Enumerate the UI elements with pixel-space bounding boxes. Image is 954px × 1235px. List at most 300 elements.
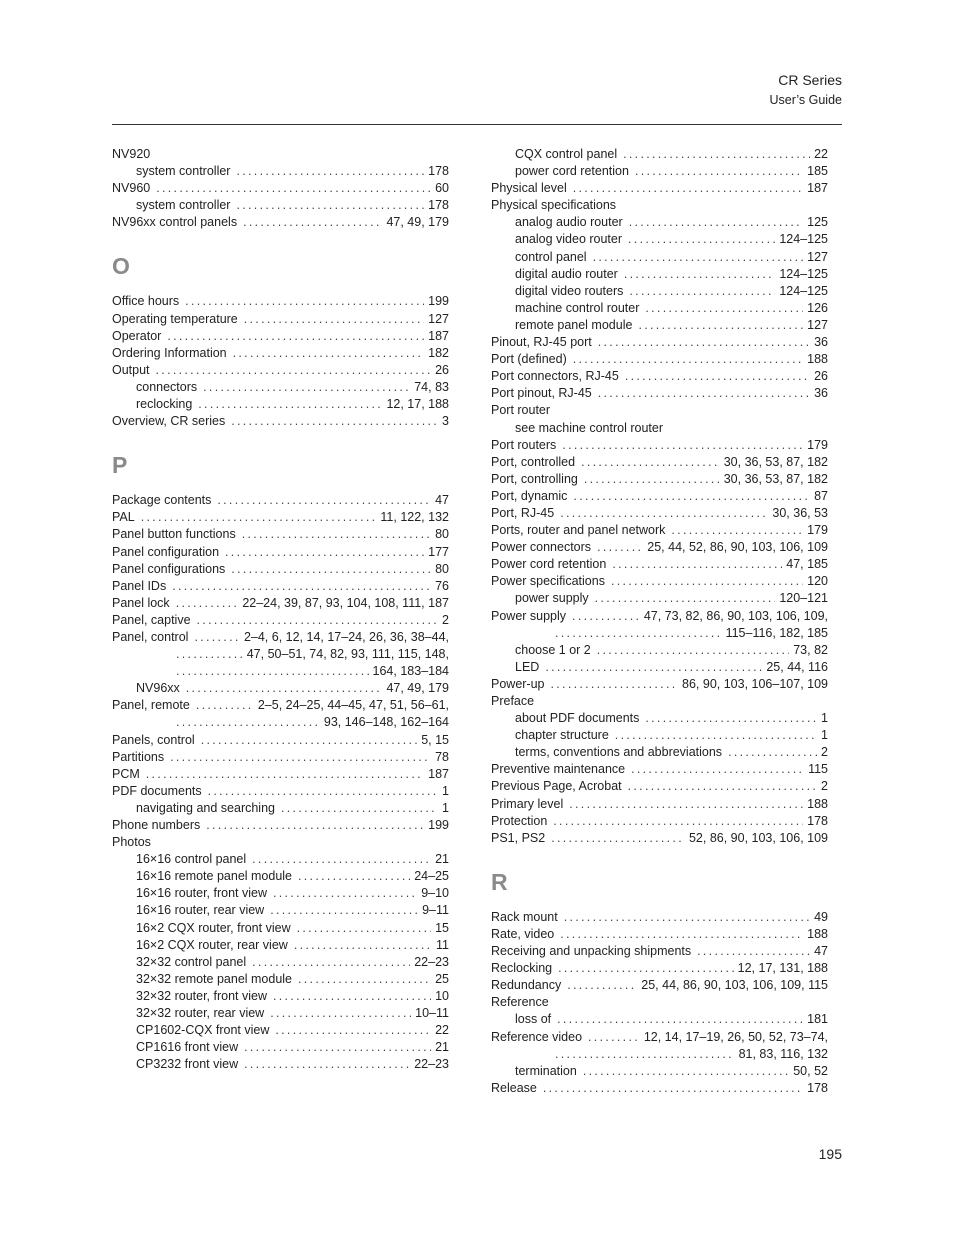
entry-term: Overview, CR series	[112, 414, 226, 429]
page-references: 12, 14, 17–19, 26, 50, 52, 73–74,	[643, 1029, 828, 1044]
index-entry	[112, 293, 449, 310]
dot-leader	[197, 612, 439, 629]
entry-term: connectors	[136, 379, 198, 394]
index-entry	[491, 830, 828, 847]
dot-leader	[697, 943, 810, 960]
entry-term: Port, controlling	[491, 471, 578, 486]
entry-term: Power specifications	[491, 574, 605, 589]
dot-leader	[645, 710, 817, 727]
entry-term: 16×16 router, front view	[136, 886, 267, 901]
dot-leader	[555, 1046, 735, 1063]
index-subentry	[112, 1039, 449, 1056]
page-references: 81, 83, 116, 132	[738, 1046, 828, 1061]
entry-term: Panel, captive	[112, 612, 191, 627]
page-references: 22	[435, 1023, 449, 1038]
dot-leader	[567, 977, 637, 994]
entry-term: Primary level	[491, 796, 564, 811]
page-references: 127	[807, 317, 828, 332]
index-entry	[112, 697, 449, 714]
dot-leader	[623, 146, 810, 163]
dot-leader	[275, 1022, 431, 1039]
dot-leader	[573, 351, 803, 368]
index-term: Preface	[491, 694, 535, 708]
dot-leader	[196, 697, 254, 714]
index-entry-continuation	[112, 714, 449, 731]
page-references: 47, 50–51, 74, 82, 93, 111, 115, 148,	[246, 647, 449, 662]
entry-term: Partitions	[112, 749, 165, 764]
page-references: 50, 52	[793, 1063, 828, 1078]
entry-term: Port connectors, RJ-45	[491, 369, 619, 384]
index-entry-continuation	[491, 1046, 828, 1063]
page-references: 15	[435, 920, 449, 935]
entry-term: digital audio router	[515, 266, 618, 281]
index-entry	[112, 578, 449, 595]
dot-leader	[545, 659, 762, 676]
page-references: 178	[807, 1080, 828, 1095]
entry-term: Power-up	[491, 676, 545, 691]
entry-term: Panel configurations	[112, 561, 226, 576]
dot-leader	[671, 522, 803, 539]
page-references: 125	[807, 215, 828, 230]
index-entry-continuation	[112, 663, 449, 680]
entry-term: NV96xx	[136, 681, 180, 696]
dot-leader	[573, 180, 803, 197]
page-references: 25, 44, 52, 86, 90, 103, 106, 109	[647, 540, 828, 555]
page-references: 93, 146–148, 162–164	[323, 715, 449, 730]
page-number: 195	[818, 1146, 842, 1162]
dot-leader	[593, 249, 804, 266]
page-references: 52, 86, 90, 103, 106, 109	[688, 830, 828, 845]
section-letter: O	[112, 253, 130, 280]
entry-term: Output	[112, 362, 150, 377]
dot-leader	[629, 214, 803, 231]
index-entry	[491, 909, 828, 926]
section-letter: P	[112, 452, 128, 479]
index-subentry	[112, 1005, 449, 1022]
dot-leader	[198, 396, 382, 413]
dot-leader	[176, 714, 320, 731]
entry-term: PAL	[112, 510, 135, 525]
page-references: 181	[807, 1012, 828, 1027]
page-references: 178	[428, 198, 449, 213]
page-references: 5, 15	[421, 732, 449, 747]
index-subentry	[491, 266, 828, 283]
entry-term: terms, conventions and abbreviations	[515, 745, 723, 760]
entry-term: 16×16 remote panel module	[136, 869, 293, 884]
dot-leader	[558, 960, 734, 977]
entry-term: 16×16 control panel	[136, 852, 247, 867]
entry-term: Port pinout, RJ-45	[491, 386, 592, 401]
dot-leader	[598, 385, 810, 402]
entry-term: CP1602-CQX front view	[136, 1023, 270, 1038]
index-subentry	[491, 659, 828, 676]
page-references: 12, 17, 188	[386, 397, 449, 412]
page-references: 25	[435, 971, 449, 986]
entry-term: Panel IDs	[112, 578, 167, 593]
entry-term: NV960	[112, 181, 151, 196]
index-entry	[112, 362, 449, 379]
page-references: 76	[435, 578, 449, 593]
entry-term: Port routers	[491, 437, 557, 452]
index-entry-continuation	[491, 625, 828, 642]
dot-leader	[294, 937, 432, 954]
entry-term: Operator	[112, 328, 162, 343]
page-references: 22	[814, 147, 828, 161]
dot-leader	[597, 642, 789, 659]
index-column-right	[491, 146, 828, 1097]
dot-leader	[628, 231, 775, 248]
page-references: 126	[807, 300, 828, 315]
page-references: 22–24, 39, 87, 93, 104, 108, 111, 187	[242, 595, 449, 610]
index-subentry	[112, 851, 449, 868]
entry-term: Ordering Information	[112, 345, 227, 360]
entry-term: Panel lock	[112, 595, 170, 610]
index-entry	[491, 960, 828, 977]
entry-term: machine control router	[515, 300, 640, 315]
index-entry	[112, 766, 449, 783]
index-subentry	[112, 1056, 449, 1073]
index-subentry	[112, 902, 449, 919]
page-references: 2	[821, 745, 828, 760]
index-entry	[491, 454, 828, 471]
page-references: 49	[814, 909, 828, 924]
dot-leader	[176, 646, 243, 663]
dot-leader	[551, 676, 679, 693]
page-references: 12, 17, 131, 188	[737, 961, 828, 976]
index-subentry	[491, 231, 828, 248]
entry-term: Port (defined)	[491, 352, 567, 367]
index-entry	[491, 334, 828, 351]
entry-term: termination	[515, 1063, 577, 1078]
entry-term: Port, dynamic	[491, 488, 568, 503]
entry-term: Power connectors	[491, 540, 592, 555]
index-entry	[491, 351, 828, 368]
index-subentry	[491, 1063, 828, 1080]
page-references: 178	[807, 813, 828, 828]
dot-leader	[628, 778, 817, 795]
page-references: 11	[436, 937, 449, 952]
dot-leader	[562, 437, 803, 454]
entry-term: Pinout, RJ-45 port	[491, 335, 592, 350]
index-entry	[491, 761, 828, 778]
page-references: 187	[428, 766, 449, 781]
dot-leader	[543, 1080, 803, 1097]
index-entry	[112, 526, 449, 543]
index-subentry	[491, 146, 828, 163]
dot-leader	[186, 680, 383, 697]
dot-leader	[298, 868, 410, 885]
entry-term: 16×2 CQX router, rear view	[136, 937, 288, 952]
page-references: 120–121	[779, 591, 828, 606]
index-entry	[491, 505, 828, 522]
index-entry	[491, 385, 828, 402]
index-entry	[112, 328, 449, 345]
entry-term: Release	[491, 1080, 537, 1095]
dot-leader	[225, 544, 424, 561]
index-entry	[112, 749, 449, 766]
page-references: 1	[821, 728, 828, 743]
entry-term: 32×32 router, rear view	[136, 1006, 265, 1021]
dot-leader	[176, 595, 239, 612]
index-subentry	[112, 885, 449, 902]
entry-term: 32×32 router, front view	[136, 988, 267, 1003]
entry-term: analog video router	[515, 232, 623, 247]
index-entry	[112, 817, 449, 834]
page-references: 60	[435, 181, 449, 196]
dot-leader	[625, 368, 810, 385]
page-references: 1	[821, 711, 828, 726]
page-references: 80	[435, 527, 449, 542]
entry-term: 32×32 remote panel module	[136, 971, 293, 986]
page-references: 74, 83	[414, 379, 449, 394]
dot-leader	[243, 214, 382, 231]
dot-leader	[581, 454, 720, 471]
page-references: 22–23	[414, 954, 449, 969]
index-subentry	[112, 379, 449, 396]
index-entry	[491, 813, 828, 830]
dot-leader	[631, 761, 804, 778]
index-term: Photos	[112, 835, 151, 850]
index-subentry	[112, 954, 449, 971]
page-references: 47, 185	[786, 557, 828, 572]
index-entry	[491, 437, 828, 454]
entry-term: CP3232 front view	[136, 1057, 239, 1072]
entry-term: Office hours	[112, 294, 180, 309]
index-subentry	[112, 920, 449, 937]
entry-term: Previous Page, Acrobat	[491, 779, 622, 794]
index-entry	[491, 796, 828, 813]
index-entry	[491, 676, 828, 693]
dot-leader	[194, 629, 240, 646]
page-references: 120	[807, 574, 828, 589]
index-entry	[491, 926, 828, 943]
page-references: 199	[428, 294, 449, 309]
page-references: 1	[442, 783, 449, 798]
dot-leader	[569, 796, 803, 813]
page-references: 188	[807, 926, 828, 941]
dot-leader	[595, 590, 776, 607]
dot-leader	[244, 1039, 431, 1056]
page-references: 3	[442, 414, 449, 429]
dot-leader	[555, 625, 722, 642]
entry-term: Power supply	[491, 608, 567, 623]
index-entry	[112, 783, 449, 800]
dot-leader	[244, 1056, 410, 1073]
page-references: 47, 49, 179	[386, 681, 449, 696]
page-references: 124–125	[779, 266, 828, 281]
page-references: 188	[807, 352, 828, 367]
dot-leader	[236, 197, 424, 214]
dot-leader	[273, 885, 417, 902]
entry-term: reclocking	[136, 397, 193, 412]
page-references: 185	[807, 164, 828, 179]
page-references: 188	[807, 796, 828, 811]
dot-leader	[233, 345, 425, 362]
entry-term: about PDF documents	[515, 711, 640, 726]
page-references: 127	[428, 311, 449, 326]
dot-leader	[598, 334, 810, 351]
entry-term: analog audio router	[515, 215, 623, 230]
index-entry-continuation	[112, 646, 449, 663]
dot-leader	[185, 293, 424, 310]
entry-term: power cord retention	[515, 164, 629, 179]
page-references: 124–125	[779, 283, 828, 298]
entry-term: Panel button functions	[112, 527, 236, 542]
entry-term: Panel, remote	[112, 698, 190, 713]
index-entry	[491, 556, 828, 573]
page-references: 124–125	[779, 232, 828, 247]
page-references: 187	[428, 328, 449, 343]
entry-term: PCM	[112, 766, 140, 781]
section-letter: R	[491, 868, 508, 895]
entry-term: control panel	[515, 249, 587, 264]
page-references: 2	[442, 612, 449, 627]
page-references: 87	[814, 488, 828, 503]
entry-term: loss of	[515, 1012, 552, 1027]
page-references: 187	[807, 181, 828, 196]
page-references: 36	[814, 386, 828, 401]
entry-term: chapter structure	[515, 728, 609, 743]
page-references: 10	[435, 988, 449, 1003]
dot-leader	[612, 556, 782, 573]
page-references: 86, 90, 103, 106–107, 109	[682, 676, 828, 691]
index-see-reference: see machine control router	[515, 420, 663, 435]
page-references: 2–5, 24–25, 44–45, 47, 51, 56–61,	[257, 698, 449, 713]
page-references: 47, 49, 179	[386, 215, 449, 230]
dot-leader	[629, 283, 775, 300]
index-subentry	[491, 300, 828, 317]
entry-term: system controller	[136, 198, 231, 213]
entry-term: Operating temperature	[112, 311, 238, 326]
entry-term: system controller	[136, 164, 231, 179]
dot-leader	[597, 539, 643, 556]
entry-term: Preventive maintenance	[491, 762, 626, 777]
entry-term: 16×16 router, rear view	[136, 903, 265, 918]
page-references: 21	[435, 852, 449, 867]
index-entry	[491, 977, 828, 994]
page-references: 127	[807, 249, 828, 264]
index-entry	[112, 413, 449, 430]
dot-leader	[551, 830, 685, 847]
index-column-left	[112, 146, 449, 1073]
index-term: Physical specifications	[491, 198, 617, 213]
dot-leader	[645, 300, 803, 317]
dot-leader	[231, 561, 431, 578]
page-references: 25, 44, 86, 90, 103, 106, 109, 115	[641, 978, 828, 993]
entry-term: 32×32 control panel	[136, 954, 247, 969]
dot-leader	[236, 163, 424, 180]
index-entry	[112, 214, 449, 231]
entry-term: Phone numbers	[112, 818, 201, 832]
page-references: 30, 36, 53	[772, 505, 828, 520]
index-subentry	[112, 396, 449, 413]
index-entry	[491, 573, 828, 590]
page-references: 30, 36, 53, 87, 182	[723, 471, 828, 486]
index-subentry	[491, 710, 828, 727]
dot-leader	[635, 163, 803, 180]
dot-leader	[244, 311, 424, 328]
page-references: 11, 122, 132	[380, 510, 449, 525]
page-references: 47	[814, 944, 828, 959]
dot-leader	[298, 971, 431, 988]
index-entry	[112, 612, 449, 629]
index-subentry	[491, 317, 828, 334]
dot-leader	[252, 851, 431, 868]
dot-leader	[203, 379, 410, 396]
index-subentry	[112, 1022, 449, 1039]
page-references: 164, 183–184	[372, 664, 449, 679]
dot-leader	[170, 749, 431, 766]
entry-term: Rack mount	[491, 909, 558, 924]
page-references: 26	[814, 369, 828, 384]
page-references: 9–11	[422, 903, 449, 918]
page-references: 47, 73, 82, 86, 90, 103, 106, 109,	[643, 608, 828, 623]
dot-leader	[167, 328, 424, 345]
index-entry	[491, 943, 828, 960]
dot-leader	[217, 492, 431, 509]
index-entry	[112, 492, 449, 509]
page-references: 80	[435, 561, 449, 576]
page-references: 26	[435, 362, 449, 377]
dot-leader	[560, 926, 803, 943]
dot-leader	[611, 573, 803, 590]
dot-leader	[560, 505, 768, 522]
page-references: 78	[435, 749, 449, 764]
dot-leader	[281, 800, 438, 817]
entry-term: Panel, control	[112, 629, 189, 644]
index-entry	[112, 595, 449, 612]
entry-term: PDF documents	[112, 783, 202, 798]
index-entry	[491, 608, 828, 625]
index-subentry	[112, 937, 449, 954]
running-header-title: CR Series	[778, 72, 842, 88]
page-references: 178	[428, 164, 449, 179]
dot-leader	[146, 766, 424, 783]
index-subentry	[112, 868, 449, 885]
index-subentry	[112, 988, 449, 1005]
entry-term: Port, controlled	[491, 454, 576, 469]
index-entry	[112, 732, 449, 749]
page-references: 25, 44, 116	[766, 659, 828, 674]
running-header-subtitle: User’s Guide	[769, 93, 842, 107]
page-references: 9–10	[421, 886, 449, 901]
index-term: Port router	[491, 403, 551, 418]
index-entry	[491, 1080, 828, 1097]
index-subentry	[112, 971, 449, 988]
index-entry	[112, 561, 449, 578]
entry-term: Port, RJ-45	[491, 505, 555, 520]
page-references: 115–116, 182, 185	[725, 625, 828, 640]
index-subentry	[112, 680, 449, 697]
page-references: 10–11	[415, 1006, 449, 1021]
dot-leader	[624, 266, 775, 283]
entry-term: Panels, control	[112, 732, 195, 747]
entry-term: 16×2 CQX router, front view	[136, 920, 291, 935]
page-references: 199	[428, 818, 449, 832]
index-subentry	[491, 744, 828, 761]
entry-term: CP1616 front view	[136, 1040, 239, 1055]
entry-term: NV96xx control panels	[112, 215, 238, 230]
page-references: 30, 36, 53, 87, 182	[723, 454, 828, 469]
dot-leader	[231, 413, 438, 430]
entry-term: power supply	[515, 591, 589, 606]
index-entry	[112, 629, 449, 646]
index-subentry	[491, 214, 828, 231]
dot-leader	[206, 817, 424, 834]
page-references: 179	[807, 523, 828, 538]
index-subentry	[491, 642, 828, 659]
index-entry	[491, 522, 828, 539]
